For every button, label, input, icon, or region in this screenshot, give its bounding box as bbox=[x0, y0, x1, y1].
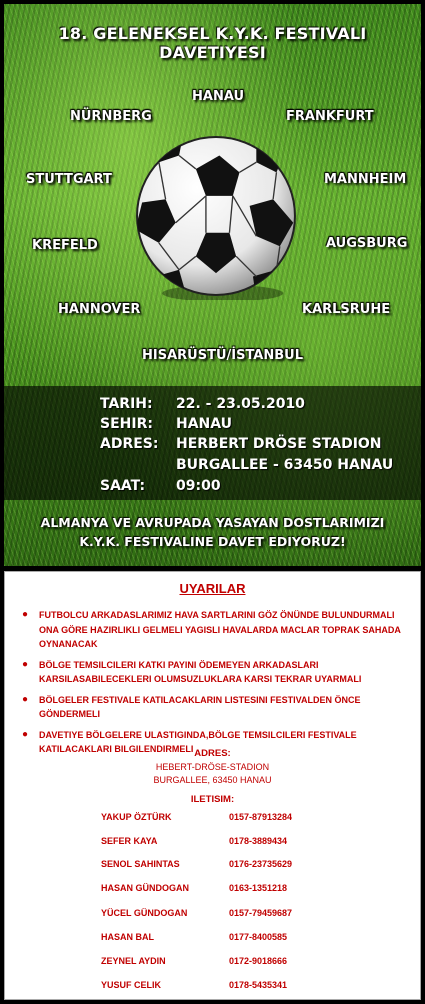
poster-title: 18. GELENEKSEL K.Y.K. FESTIVALI DAVETIYESI bbox=[58, 24, 367, 62]
sheet-address-line2: BURGALLEE, 63450 HANAU bbox=[153, 775, 272, 785]
bullet-icon: ● bbox=[22, 728, 29, 740]
city-hisarustu-istanbul: HISARÜSTÜ/İSTANBUL bbox=[142, 348, 303, 363]
bullet-icon: ● bbox=[22, 658, 29, 670]
contact-name: SEFER KAYA bbox=[101, 836, 158, 846]
sheet-title: UYARILAR bbox=[179, 581, 246, 596]
address-line2: BURGALLEE - 63450 HANAU bbox=[176, 457, 394, 473]
warning-item bbox=[5, 608, 420, 652]
contact-row bbox=[5, 883, 420, 897]
contact-title: ILETISIM: bbox=[190, 794, 235, 805]
contact-phone: 0163-1351218 bbox=[229, 883, 288, 893]
date-value: 22. - 23.05.2010 bbox=[176, 396, 305, 412]
city-karlsruhe: KARLSRUHE bbox=[302, 302, 391, 317]
contact-phone: 0172-9018666 bbox=[229, 956, 288, 966]
contact-name: ZEYNEL AYDIN bbox=[101, 956, 166, 966]
contact-name: YAKUP ÖZTÜRK bbox=[101, 812, 172, 822]
contact-row bbox=[5, 812, 420, 826]
contact-row bbox=[5, 932, 420, 946]
contact-row bbox=[5, 956, 420, 970]
city-label: SEHIR: bbox=[100, 416, 153, 432]
city-frankfurt: FRANKFURT bbox=[286, 109, 374, 124]
city-hanau: HANAU bbox=[192, 89, 245, 104]
bullet-icon: ● bbox=[22, 609, 29, 620]
warning-item bbox=[5, 658, 420, 687]
city-hannover: HANNOVER bbox=[58, 302, 141, 317]
warnings-sheet bbox=[4, 571, 421, 1000]
contact-name: HASAN GÜNDOGAN bbox=[101, 883, 190, 893]
warning-item bbox=[5, 693, 420, 722]
contact-name: YÜCEL GÜNDOGAN bbox=[101, 908, 188, 918]
date-label: TARIH: bbox=[100, 396, 153, 412]
invite-line-1: ALMANYA VE AVRUPADA YASAYAN DOSTLARIMIZI bbox=[40, 515, 385, 530]
contact-phone: 0157-87913284 bbox=[229, 812, 293, 822]
bullet-icon: ● bbox=[22, 693, 29, 705]
invite-line-2: K.Y.K. FESTIVALINE DAVET EDIYORUZ! bbox=[79, 534, 346, 549]
city-nurnberg: NÜRNBERG bbox=[70, 109, 152, 124]
contact-row bbox=[5, 836, 420, 850]
warning-text: FUTBOLCU ARKADASLARIMIZ HAVA SARTLARINI GÖZ ÖNÜNDE BULUNDURMALI ONA GÖRE HAZIRLIKLI GELMELI YAGISLI HAVALARDA MACLAR TOPRAK SAHADA OYNANACAK bbox=[39, 610, 401, 649]
time-value: 09:00 bbox=[176, 478, 221, 494]
contact-name: SENOL SAHINTAS bbox=[101, 859, 180, 869]
contact-row bbox=[5, 980, 420, 994]
event-info-panel bbox=[4, 386, 421, 500]
address-title: ADRES: bbox=[194, 748, 231, 759]
contact-name: YUSUF CELIK bbox=[101, 980, 162, 990]
warning-list bbox=[5, 608, 420, 763]
contact-phone: 0178-5435341 bbox=[229, 980, 288, 990]
contact-phone: 0157-79459687 bbox=[229, 908, 293, 918]
festival-poster bbox=[4, 4, 421, 566]
warning-text: BÖLGE TEMSILCILERI KATKI PAYINI ÖDEMEYEN ARKADASLARI KARSILASABILECEKLERI OLUMSUZLUKLARA KARSI TEKRAR UYARMALI bbox=[39, 659, 362, 684]
address-label: ADRES: bbox=[100, 436, 159, 452]
city-stuttgart: STUTTGART bbox=[26, 172, 112, 187]
address-line1: HERBERT DRÖSE STADION bbox=[176, 436, 382, 452]
contact-phone: 0178-3889434 bbox=[229, 836, 288, 846]
city-mannheim: MANNHEIM bbox=[324, 172, 407, 187]
city-krefeld: KREFELD bbox=[32, 238, 98, 253]
soccer-ball-icon bbox=[132, 132, 300, 300]
warning-text: BÖLGELER FESTIVALE KATILACAKLARIN LISTESINI FESTIVALDEN ÖNCE GÖNDERMELI bbox=[39, 694, 361, 719]
warning-text: DAVETIYE BÖLGELERE ULASTIGINDA,BÖLGE TEMSILCILERI FESTIVALE KATILACAKLARI BILGILENDIRMELI bbox=[39, 729, 357, 754]
contact-name: HASAN BAL bbox=[101, 932, 154, 942]
city-value: HANAU bbox=[176, 416, 233, 432]
city-augsburg: AUGSBURG bbox=[326, 236, 408, 251]
contact-phone: 0176-23735629 bbox=[229, 859, 293, 869]
time-label: SAAT: bbox=[100, 478, 146, 494]
contact-row bbox=[5, 859, 420, 873]
contact-phone: 0177-8400585 bbox=[229, 932, 288, 942]
sheet-address-line1: HEBERT-DRÖSE-STADION bbox=[155, 762, 270, 772]
contact-row bbox=[5, 908, 420, 922]
